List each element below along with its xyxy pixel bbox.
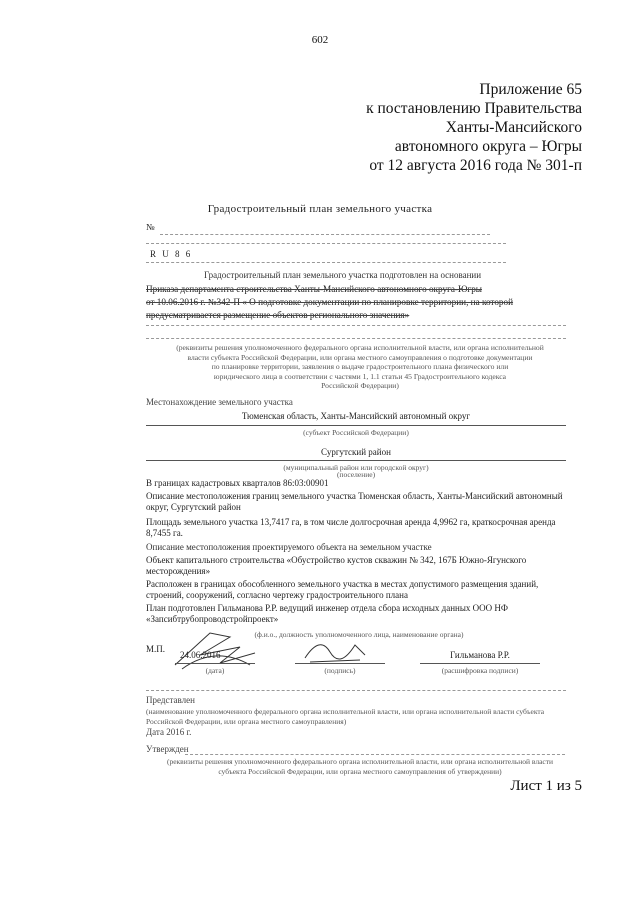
date-caption: (дата) [205, 666, 225, 675]
capital-object-row [146, 555, 572, 577]
signature-mark [300, 630, 370, 670]
prepared-row [146, 603, 572, 625]
submitted-caption: (наименование уполномоченного федерального органа исполнительной власти, или органа исполнительной власти субъекта Российской Федерации, или органа местного самоуправления) [146, 707, 545, 726]
divider [146, 325, 566, 326]
caption-line: Российской Федерации) [321, 381, 399, 390]
approved-label: Утвержден [146, 744, 189, 754]
underline [295, 663, 385, 664]
capital-object-label: Объект капитального строительства [146, 555, 285, 565]
district-caption: (муниципальный район или городской округ) [283, 463, 429, 472]
divider [146, 262, 506, 263]
caption-line: власти субъекта Российской Федерации, или органа местного самоуправления о подготовке документации [187, 352, 533, 362]
capital-object-value: «Обустройство кустов скважин № 342, 167Б Южно-Ягунского месторождения» [146, 555, 527, 576]
divider [185, 754, 565, 755]
prepared-by: Гильманова Р.Р. ведущий инженер отдела сбора исходных данных ООО НФ «Запсибтрубопроводстройпроект» [146, 603, 508, 624]
description-row [146, 491, 572, 513]
divider [146, 690, 566, 691]
submitted-label: Представлен [146, 695, 195, 705]
caption-line: (реквизиты решения уполномоченного федерального органа исполнительной власти, или органа исполнительной [176, 343, 544, 352]
page-number: 602 [311, 34, 329, 46]
caption-line: по планировке территории, заявления о выдаче градостроительного плана физического или [211, 362, 509, 371]
basis-line: от 10.06.2016 г. №342-П « О подготовке документации по планировке территории, на которой [146, 297, 514, 307]
plan-code: R U 8 6 [150, 249, 193, 259]
region-caption: (субъект Российской Федерации) [303, 428, 409, 437]
caption-line: субъекта Российской Федерации, или органа местного самоуправления об утверждении) [218, 766, 502, 776]
cadastral-blocks: В границах кадастровых кварталов 86:03:00901 [146, 478, 329, 488]
district-value: Сургутский район [321, 447, 391, 457]
appendix-line: к постановлению Правительства [366, 100, 582, 117]
basis-intro: Градостроительный план земельного участка подготовлен на основании [204, 270, 482, 280]
caption-line: юридического лица в соответствии с частями 1, 1.1 статьи 45 Градостроительного кодекса [213, 371, 507, 381]
appendix-header [366, 80, 582, 175]
divider [146, 338, 566, 339]
underline [146, 425, 566, 426]
document-title: Градостроительный план земельного участка [207, 203, 433, 215]
sign-date: 24.06.2016 [180, 650, 221, 660]
appendix-line: Ханты-Мансийского [445, 119, 582, 136]
date-line: Дата 2016 г. [146, 727, 192, 737]
prepared-label: План подготовлен [146, 603, 216, 613]
divider [146, 243, 506, 244]
zones-text: Расположен в границах обособленного земельного участка в местах допустимого размещения зданий, строений, сооружений, согласно чертежу градостроительного плана [146, 579, 539, 600]
appendix-line: автономного округа – Югры [394, 138, 582, 155]
sheet-label: Лист 1 из 5 [510, 778, 582, 794]
approved-caption [140, 757, 580, 776]
area-text: Площадь земельного участка 13,7417 га, в том числе долгосрочная аренда 4,9962 га, краткосрочная аренда 8,7455 га. [146, 517, 556, 538]
description-label: Описание местоположения границ земельного участка [146, 491, 356, 501]
appendix-line: от 12 августа 2016 года № 301-п [369, 157, 582, 174]
basis-caption [140, 343, 580, 391]
settlement-caption: (поселение) [336, 470, 376, 479]
description-value: Тюменская область, Ханты-Мансийский автономный округ, Сургутский район [146, 491, 563, 512]
region-value: Тюменская область, Ханты-Мансийский автономный округ [241, 411, 471, 421]
underline [420, 663, 540, 664]
sign-name: Гильманова Р.Р. [450, 650, 510, 660]
number-label: № [146, 222, 155, 232]
purpose-label: Описание местоположения проектируемого объекта на земельном участке [146, 542, 432, 552]
location-label: Местонахождение земельного участка [146, 397, 293, 407]
signature-caption: (подпись) [324, 666, 356, 675]
basis-line: предусматривается размещение объектов регионального значения» [146, 310, 410, 320]
prepared-caption: (ф.и.о., должность уполномоченного лица, наименование органа) [254, 630, 464, 639]
appendix-line: Приложение 65 [479, 81, 582, 98]
stamp-label: М.П. [146, 644, 166, 654]
basis-line: Приказа департамента строительства Ханты-Мансийского автономного округа-Югры [146, 284, 482, 294]
sign-name-caption: (расшифровка подписи) [441, 666, 519, 675]
underline [146, 460, 566, 461]
number-line [160, 234, 490, 235]
caption-line: (реквизиты решения уполномоченного федерального органа исполнительной власти, или органа исполнительной власти [166, 757, 554, 766]
underline [175, 663, 255, 664]
